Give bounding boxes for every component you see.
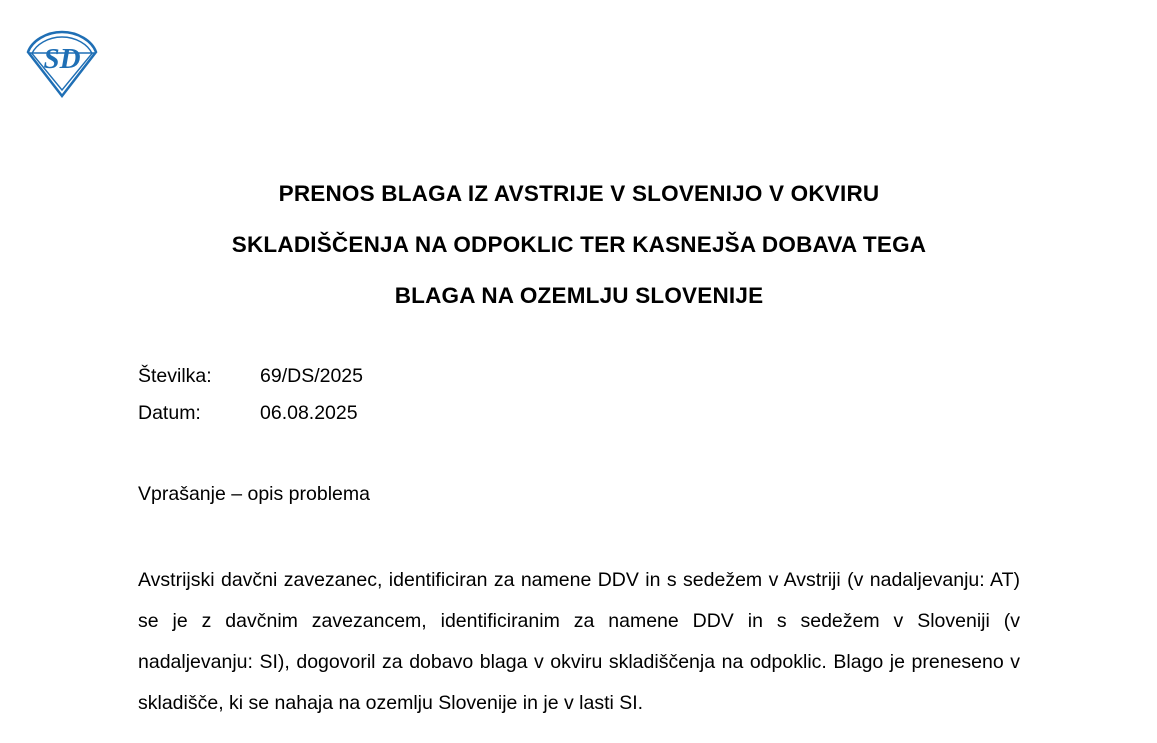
sd-diamond-logo-icon <box>22 28 102 100</box>
meta-value-date: 06.08.2025 <box>260 402 358 424</box>
meta-value-number: 69/DS/2025 <box>260 365 363 387</box>
title-line-1: PRENOS BLAGA IZ AVSTRIJE V SLOVENIJO V OKVIRU <box>278 181 880 206</box>
document-meta <box>138 358 738 432</box>
section-heading: Vprašanje – opis problema <box>138 483 370 505</box>
meta-row <box>138 395 738 432</box>
meta-row <box>138 358 738 395</box>
title-line-3: BLAGA NA OZEMLJU SLOVENIJE <box>394 283 764 308</box>
title-line-2: SKLADIŠČENJA NA ODPOKLIC TER KASNEJŠA DOBAVA TEGA <box>231 232 927 257</box>
body-text <box>138 560 1020 724</box>
meta-label-number: Številka: <box>138 365 212 387</box>
svg-text:SD: SD <box>43 43 81 75</box>
body-paragraph: Avstrijski davčni zavezanec, identificiran za namene DDV in s sedežem v Avstriji (v nadaljevanju: AT) se je z davčnim zavezancem, identificiranim za namene DDV in s sedežem v Sloveniji (v nadaljevanju: SI), dogovoril za dobavo blaga v okviru skladiščenja na odpoklic. Blago je preneseno v skladišče, ki se nahaja na ozemlju Slovenije in je v lasti SI. <box>138 569 1020 714</box>
meta-label-date: Datum: <box>138 402 201 424</box>
page-title <box>138 168 1020 321</box>
